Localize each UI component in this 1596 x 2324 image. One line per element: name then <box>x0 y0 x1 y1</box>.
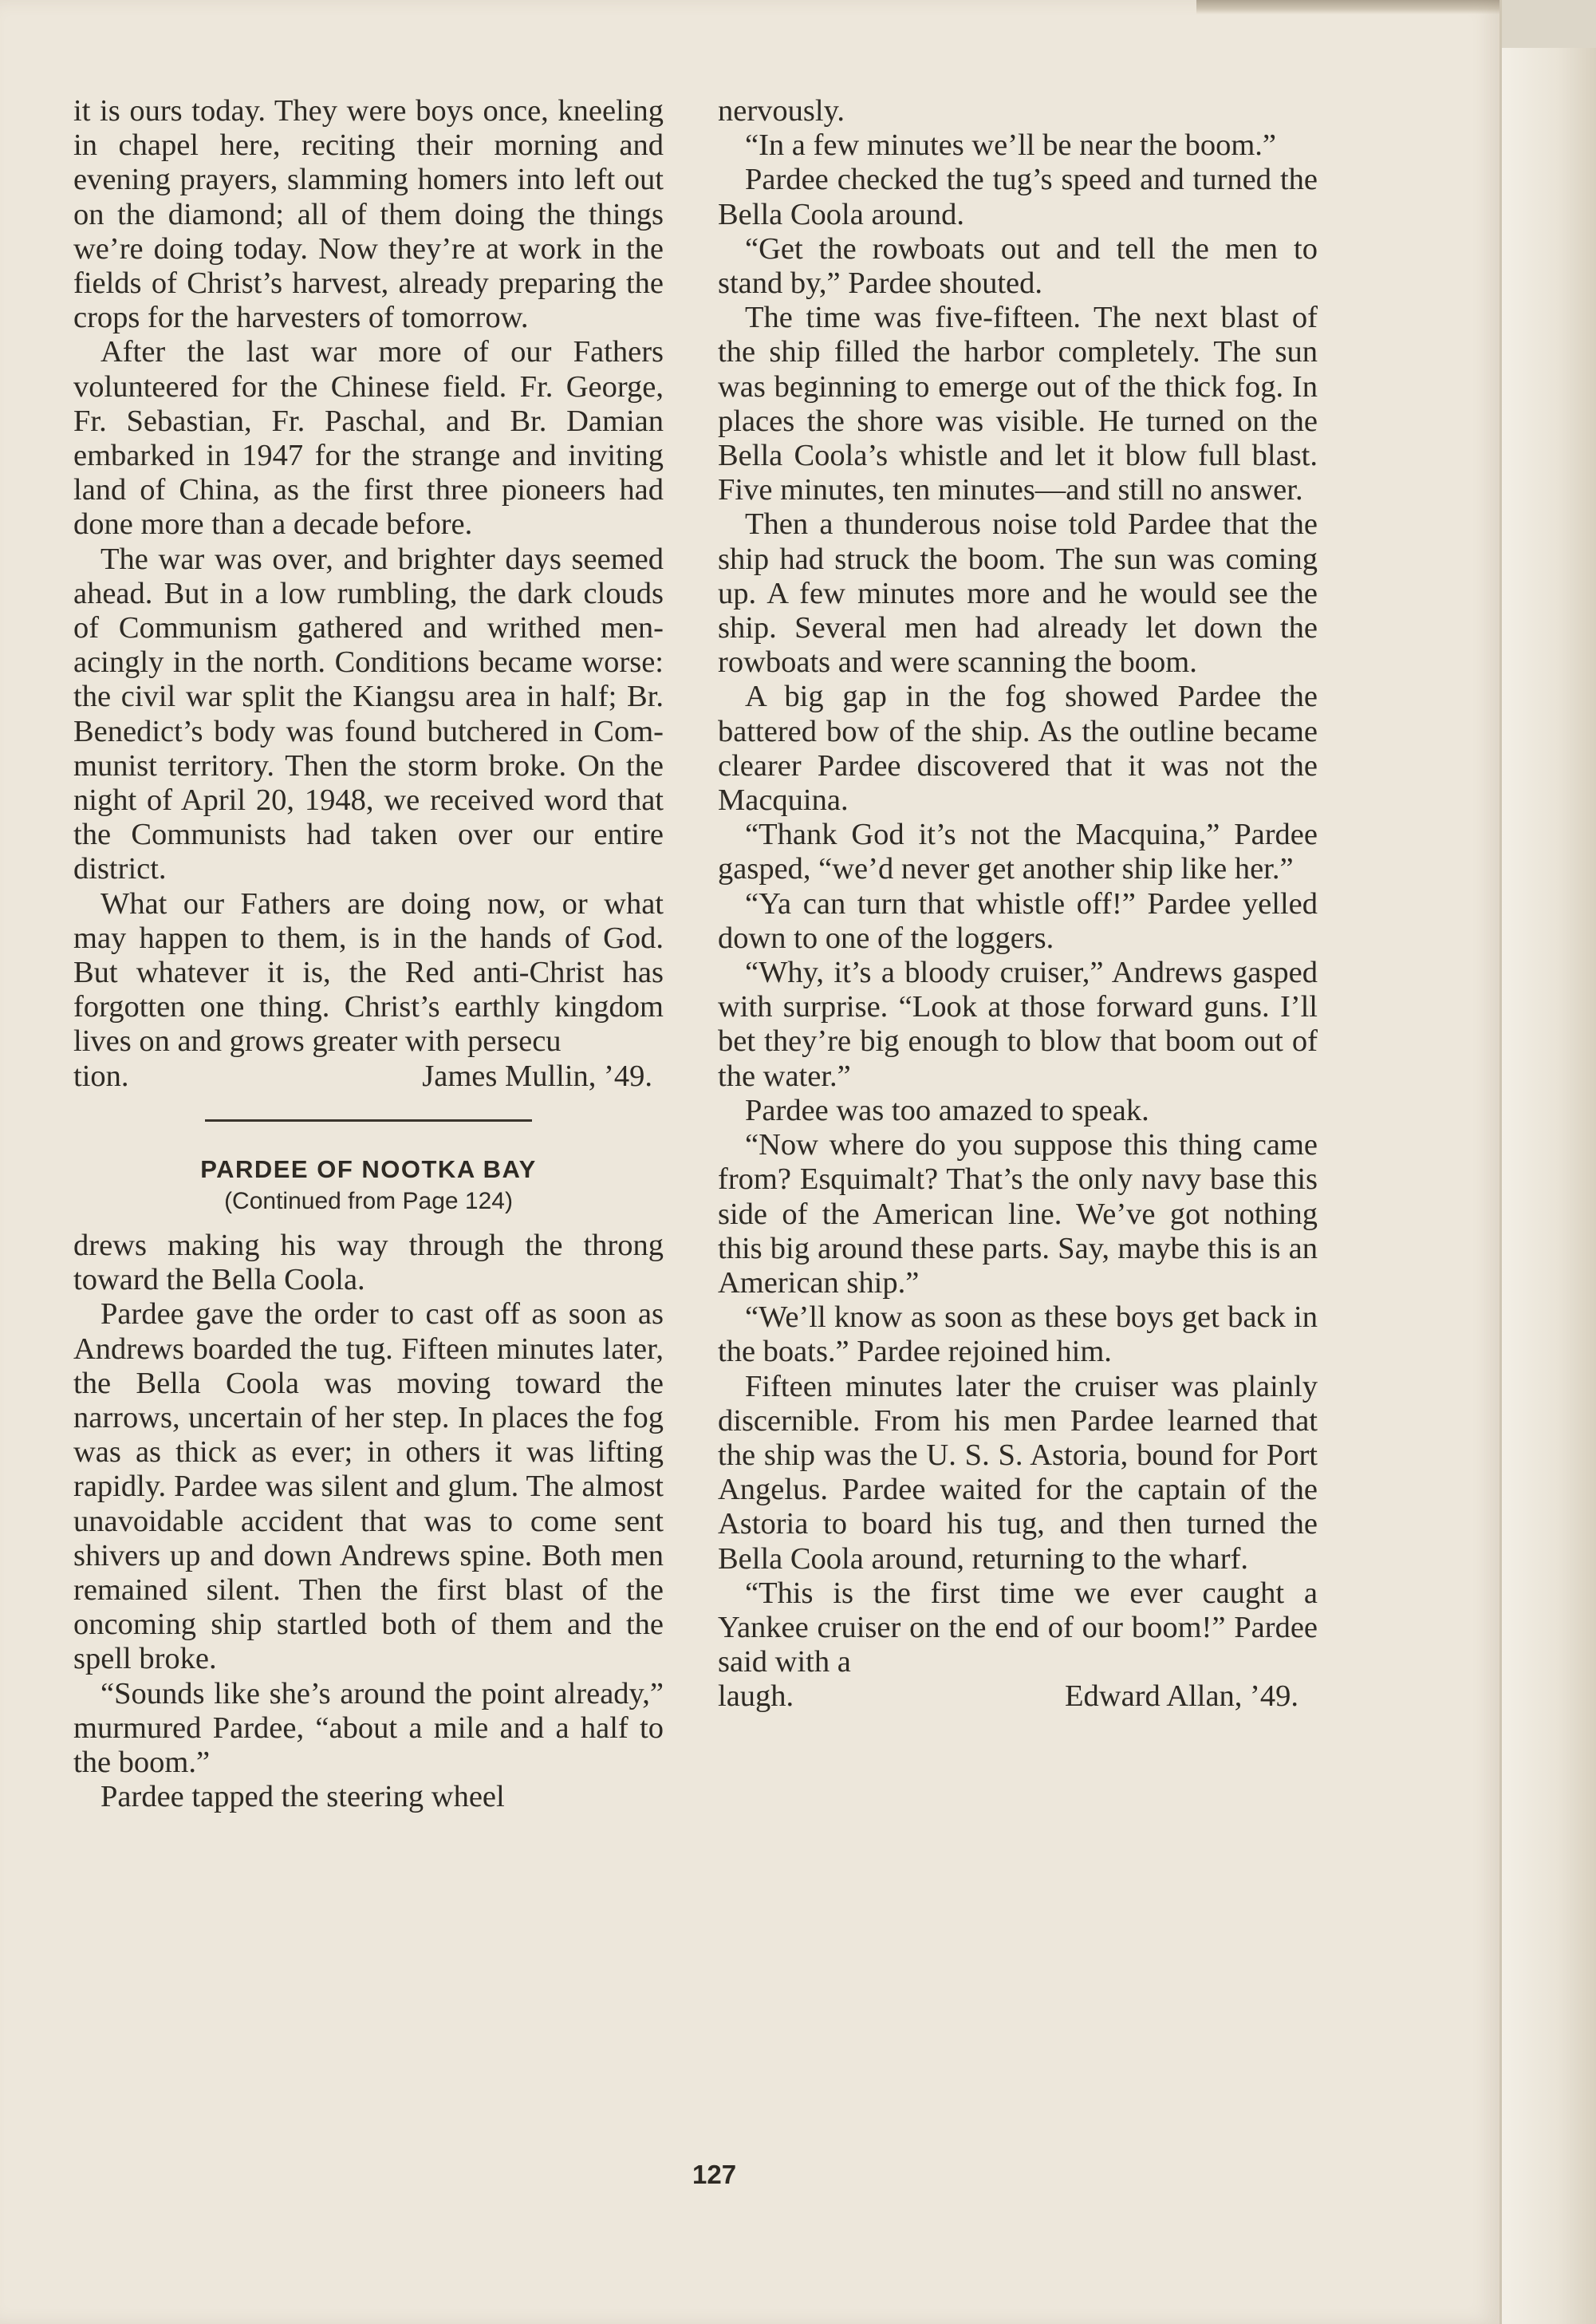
author-byline: Edward Allan, ’49. <box>1065 1679 1298 1714</box>
paragraph: “Now where do you suppose this thing came from? Esquimalt? That’s the only navy base this side of the American line. We’ve got nothing this big around these parts. Say, maybe this is an American ship.” <box>718 1128 1318 1300</box>
author-byline: James Mullin, ’49. <box>422 1059 652 1093</box>
paragraph: Then a thunderous noise told Pardee that the ship had struck the boom. The sun was coming up. A few minutes more and he would see the ship. Several men had already let down the rowboats and were scanning the boom. <box>718 507 1318 680</box>
paragraph: Pardee gave the order to cast off as soon as Andrews boarded the tug. Fifteen minutes later, the Bella Coola was moving toward the narrows, uncertain of her step. In places the fog was as thick as ever; in others it was lifting rapidly. Pardee was silent and glum. The almost unavoidable accident that was to come sent shivers up and down Andrews spine. Both men remained silent. Then the first blast of the oncoming ship startled both of them and the spell broke. <box>73 1297 664 1676</box>
paragraph: “Ya can turn that whistle off!” Pardee yelled down to one of the loggers. <box>718 886 1318 955</box>
closing-word: laugh. <box>718 1679 794 1714</box>
section-divider <box>205 1119 532 1122</box>
paragraph: A big gap in the fog showed Pardee the battered bow of the ship. As the outline became clearer Pardee discovered that it was not the Macquina. <box>718 680 1318 818</box>
paragraph: “Sounds like she’s around the point already,” murmured Pardee, “about a mile and a half to the boom.” <box>73 1676 664 1779</box>
paragraph: Pardee checked the tug’s speed and turned the Bella Coola around. <box>718 163 1318 231</box>
paragraph: What our Fathers are doing now, or what may happen to them, is in the hands of God. But whatever it is, the Red anti-Christ has forgotten one thing. Christ’s earthly kingdom lives on and grows greater with persecu <box>73 886 664 1059</box>
paragraph: Fifteen minutes later the cruiser was plainly discernible. From his men Pardee learned that the ship was the U. S. S. Astoria, bound for Port Angelus. Pardee waited for the captain of the Astoria to board his tug, and then turned the Bella Coola around, returning to the wharf. <box>718 1369 1318 1576</box>
paragraph: nervously. <box>718 94 845 128</box>
paragraph: After the last war more of our Fathers volunteered for the Chinese field. Fr. George, Fr. Sebastian, Fr. Paschal, and Br. Damian embarked in 1947 for the strange and inviting land of China, as the first three pioneers had done more than a decade before. <box>73 335 664 542</box>
paragraph: it is ours today. They were boys once, kneeling in chapel here, reciting their morning and evening prayers, slamming homers into left out on the diamond; all of them doing the things we’re doing today. Now they’re at work in the fields of Christ’s harvest, already preparing the crops for the harvesters of tomorrow. <box>73 94 664 335</box>
paragraph: Pardee tapped the steering wheel <box>100 1780 505 1814</box>
paragraph: drews making his way through the throng toward the Bella Coola. <box>73 1228 664 1297</box>
paragraph: Pardee was too amazed to speak. <box>745 1093 1149 1127</box>
byline-row <box>73 1059 664 1094</box>
page-edge-stack <box>1502 48 1596 2324</box>
continued-note: (Continued from Page 124) <box>224 1187 513 1214</box>
paragraph: “We’ll know as soon as these boys get back in the boats.” Pardee rejoined him. <box>718 1300 1318 1369</box>
page-number: 127 <box>692 2160 737 2189</box>
paragraph: “Thank God it’s not the Macquina,” Pardee gasped, “we’d never get another ship like her.” <box>718 818 1318 886</box>
closing-word: tion. <box>73 1059 129 1093</box>
paragraph: The war was over, and brighter days seemed ahead. But in a low rumbling, the dark clouds of Communism gathered and writhed menacingly in the north. Conditions became worse: the civil war split the Kiangsu area in half; Br. Benedict’s body was found butchered in Communist territory. Then the storm broke. On the night of April 20, 1948, we received word that the Communists had taken over our entire district. <box>73 542 664 886</box>
torn-top-edge <box>1196 0 1499 14</box>
byline-row <box>718 1679 1318 1714</box>
left-column <box>73 94 664 1814</box>
paragraph: “In a few minutes we’ll be near the boom.” <box>745 128 1277 163</box>
paragraph: “Why, it’s a bloody cruiser,” Andrews gasped with surprise. “Look at those forward guns. I’ll bet they’re big enough to blow that boom out of the water.” <box>718 956 1318 1093</box>
paragraph: “Get the rowboats out and tell the men to stand by,” Pardee shouted. <box>718 231 1318 301</box>
story-title: PARDEE OF NOOTKA BAY <box>200 1154 537 1183</box>
right-column <box>718 94 1318 1714</box>
paragraph: “This is the first time we ever caught a Yankee cruiser on the end of our boom!” Pardee said with a <box>718 1576 1318 1679</box>
paragraph: The time was five-fifteen. The next blast of the ship filled the harbor completely. The sun was beginning to emerge out of the thick fog. In places the shore was visible. He turned on the Bella Coola’s whistle and let it blow full blast. Five minutes, ten minutes—and still no answer. <box>718 301 1318 507</box>
